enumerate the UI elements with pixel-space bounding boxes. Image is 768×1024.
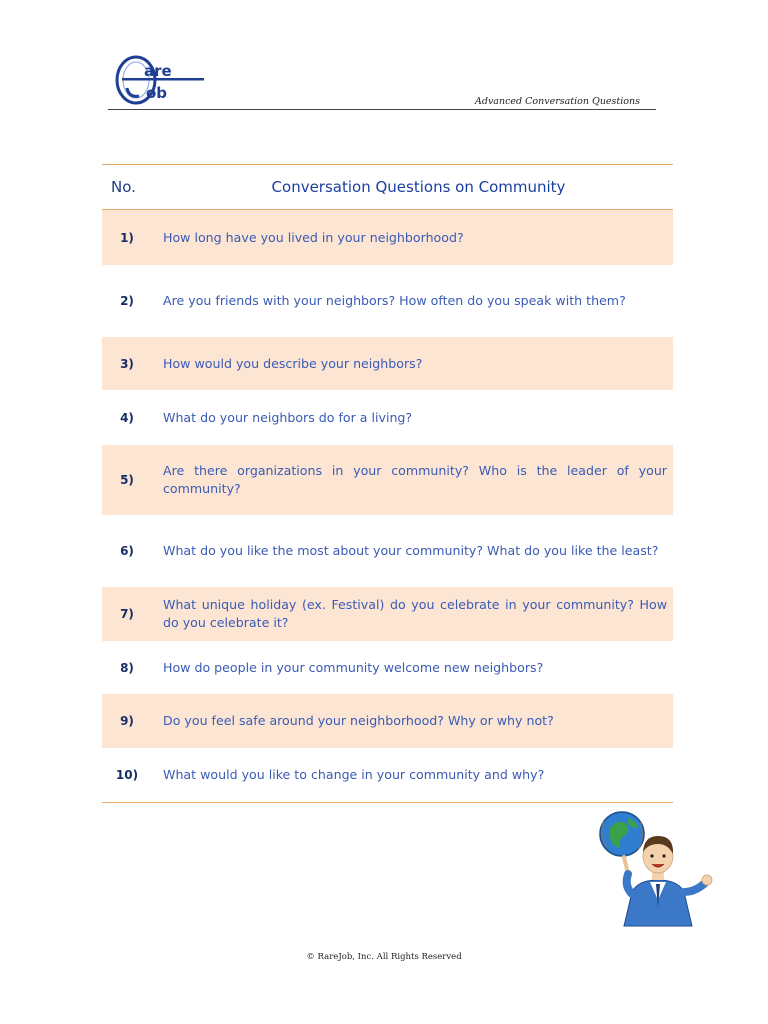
question-number: 3) bbox=[120, 356, 134, 371]
question-number: 7) bbox=[120, 607, 134, 621]
table-bottom-rule bbox=[102, 802, 673, 803]
table-row bbox=[102, 641, 673, 694]
table-row bbox=[102, 445, 673, 515]
question-number: 1) bbox=[120, 230, 134, 245]
table-header bbox=[102, 164, 673, 210]
question-number: 9) bbox=[120, 714, 134, 728]
table-row bbox=[102, 694, 673, 748]
header-divider bbox=[108, 109, 656, 110]
man-spinning-globe-illustration bbox=[596, 800, 716, 930]
question-text: How would you describe your neighbors? bbox=[163, 355, 423, 371]
question-number: 2) bbox=[120, 294, 134, 308]
column-header-title: Conversation Questions on Community bbox=[271, 178, 566, 196]
question-text: What do your neighbors do for a living? bbox=[163, 409, 413, 425]
question-text: What would you like to change in your community and why? bbox=[163, 767, 545, 782]
table-row bbox=[102, 587, 673, 641]
table-row bbox=[102, 265, 673, 337]
table-row bbox=[102, 337, 673, 390]
document-title: Advanced Conversation Questions bbox=[475, 96, 640, 107]
question-text: Are you friends with your neighbors? How often do you speak with them? bbox=[163, 293, 626, 308]
copyright-footer: © RareJob, Inc. All Rights Reserved bbox=[306, 952, 462, 962]
question-number: 10) bbox=[115, 768, 139, 782]
question-number: 4) bbox=[120, 410, 134, 425]
question-text: What unique holiday (ex. Festival) do you celebrate in your community? How do you celebrate it? bbox=[163, 597, 667, 630]
table-row bbox=[102, 390, 673, 445]
table-row bbox=[102, 748, 673, 802]
question-text: How do people in your community welcome new neighbors? bbox=[163, 659, 544, 675]
question-number: 5) bbox=[120, 473, 134, 487]
table-row bbox=[102, 515, 673, 587]
question-text: Do you feel safe around your neighborhood? Why or why not? bbox=[163, 713, 554, 728]
question-text: What do you like the most about your community? What do you like the least? bbox=[163, 543, 659, 558]
svg-text:are: are bbox=[144, 62, 172, 80]
question-text: How long have you lived in your neighborhood? bbox=[163, 229, 464, 245]
svg-text:ob: ob bbox=[146, 84, 168, 102]
questions-table bbox=[102, 164, 673, 803]
column-header-number: No. bbox=[111, 178, 136, 196]
question-number: 6) bbox=[120, 544, 134, 558]
rarejob-logo bbox=[112, 52, 212, 108]
question-number: 8) bbox=[120, 660, 134, 675]
table-row bbox=[102, 210, 673, 265]
question-text: Are there organizations in your community? Who is the leader of your community? bbox=[163, 463, 667, 496]
